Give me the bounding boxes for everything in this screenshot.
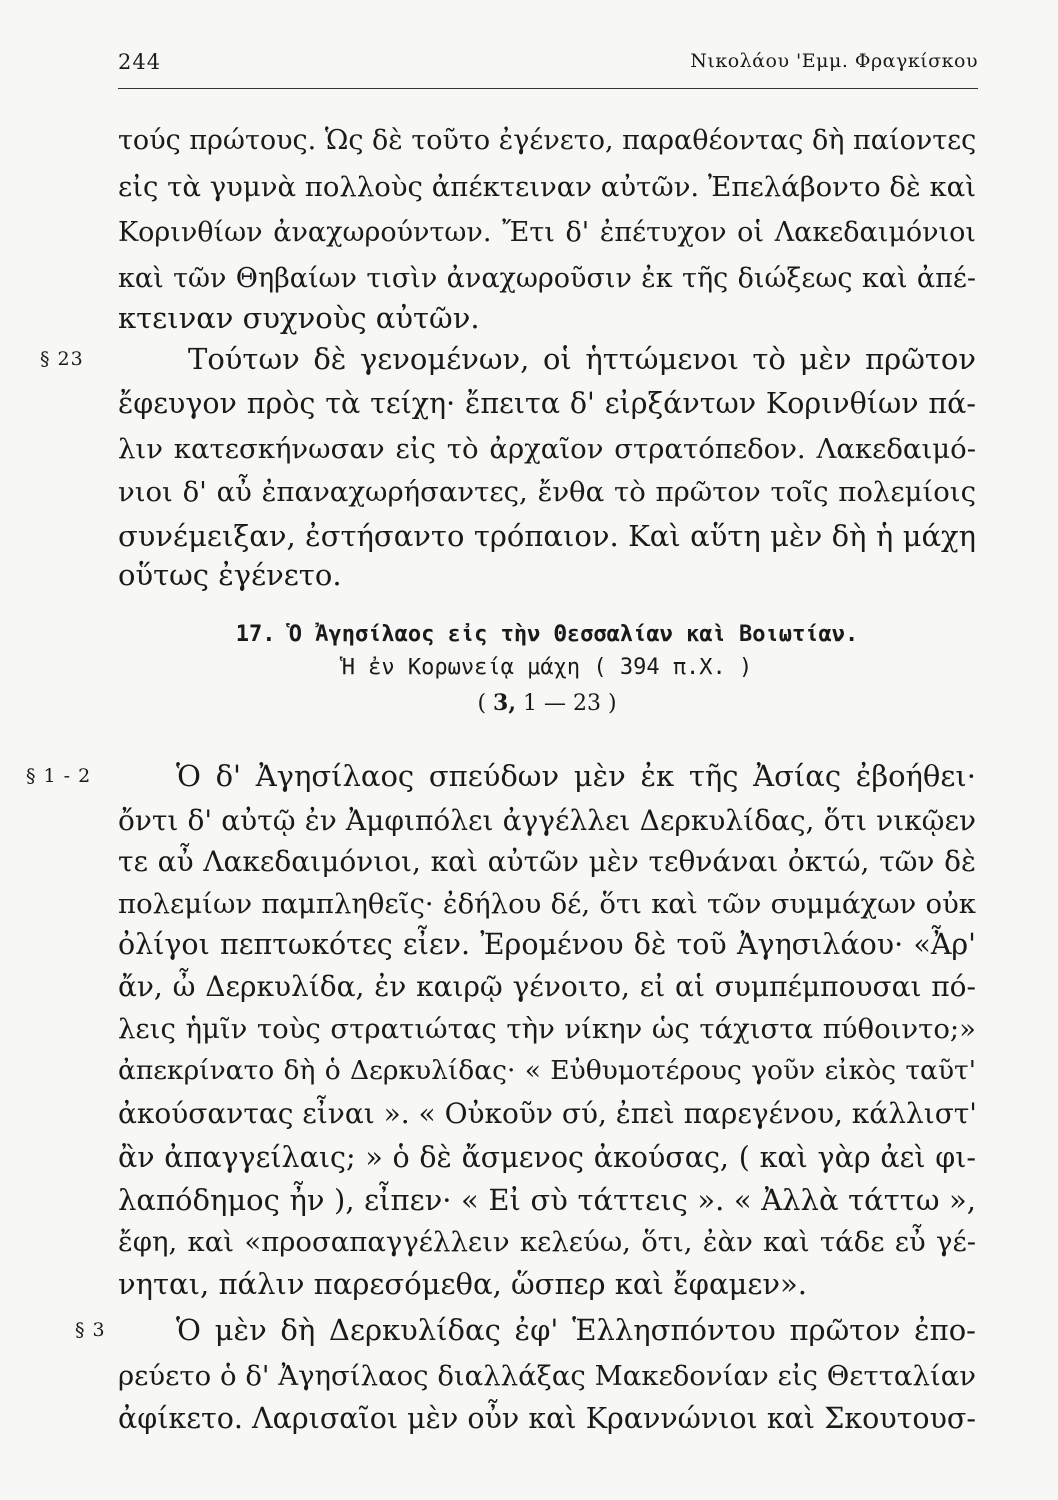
text-line: ἔφευγον πρὸς τὰ τείχη· ἔπειτα δ' εἰρξάντων Κορινθίων πά- [118, 387, 976, 420]
text-line: Κορινθίων ἀναχωρούντων. Ἔτι δ' ἐπέτυχον οἱ Λακεδαιμόνιοι [118, 217, 976, 248]
text-line: λεις ἡμῖν τοὺς στρατιώτας τὴν νίκην ὡς τάχιστα πύθοιντο;» [118, 1013, 976, 1045]
reference-open: ( [477, 691, 487, 716]
text-line: ἔφη, καὶ «προσαπαγγέλλειν κελεύω, ὅτι, ἐὰν καὶ τάδε εὖ γέ- [118, 1226, 976, 1258]
section-reference [118, 690, 976, 716]
text-line: ἀπεκρίνατο δὴ ὁ Δερκυλίδας· « Εὐθυμοτέρους γοῦν εἰκὸς ταῦτ' [118, 1055, 976, 1086]
paragraph-marker: § 23 [40, 348, 84, 370]
text-line: ἂν ἀπαγγείλαις; » ὁ δὲ ἄσμενος ἀκούσας, ( καὶ γὰρ ἀεὶ φι- [118, 1141, 976, 1174]
paragraph-marker: § 1 - 2 [26, 765, 92, 787]
section-subtitle: Ἡ ἐν Κορωνείᾳ μάχη ( 394 π.Χ. ) [341, 655, 753, 680]
text-line: ὄντι δ' αὐτῷ ἐν Ἀμφιπόλει ἀγγέλλει Δερκυλίδας, ὅτι νικῷεν [118, 804, 976, 837]
text-line: κτειναν συχνοὺς αὐτῶν. [118, 301, 480, 335]
text-line: συνέμειξαν, ἐστήσαντο τρόπαιον. Καὶ αὕτη μὲν δὴ ἡ μάχη [118, 519, 976, 553]
paragraph-marker: § 3 [75, 1319, 106, 1341]
text-line: τούς πρώτους. Ὡς δὲ τοῦτο ἐγένετο, παραθέοντας δὴ παίοντες [118, 125, 977, 156]
text-line: ρεύετο ὁ δ' Ἀγησίλαος διαλλάξας Μακεδονίαν εἰς Θετταλίαν [118, 1360, 976, 1392]
reference-book: 3, [493, 690, 516, 716]
running-head-author: Νικολάου 'Εμμ. Φραγκίσκου [690, 50, 978, 72]
text-line: πολεμίων παμπληθεῖς· ἐδήλου δέ, ὅτι καὶ τῶν συμμάχων οὐκ [118, 888, 976, 920]
text-line: Τούτων δὲ γενομένων, οἱ ἡττώμενοι τὸ μὲν πρῶτον [188, 342, 976, 376]
section-title: 17. Ὁ Ἀγησίλαος εἰς τὴν Θεσσαλίαν καὶ Βοιωτίαν. [235, 622, 859, 647]
text-line: ὀλίγοι πεπτωκότες εἶεν. Ἐρομένου δὲ τοῦ Ἀγησιλάου· «Ἆρ' [118, 928, 976, 961]
text-line: νιοι δ' αὖ ἐπαναχωρήσαντες, ἔνθα τὸ πρῶτον τοῖς πολεμίοις [118, 476, 976, 508]
header-rule [118, 88, 978, 89]
text-line: ἀκούσαντας εἶναι ». « Οὐκοῦν σύ, ἐπεὶ παρεγένου, κάλλιστ' [118, 1097, 977, 1130]
text-line: λαπόδημος ἦν ), εἶπεν· « Εἰ σὺ τάττεις ». « Ἀλλὰ τάττω », [118, 1183, 976, 1217]
text-line: τε αὖ Λακεδαιμόνιοι, καὶ αὐτῶν μὲν τεθνάναι ὀκτώ, τῶν δὲ [118, 845, 976, 878]
text-line: Ὁ μὲν δὴ Δερκυλίδας ἐφ' Ἑλλησπόντου πρῶτον ἐπο- [176, 1313, 976, 1347]
running-head [118, 50, 978, 84]
text-line: λιν κατεσκήνωσαν εἰς τὸ ἀρχαῖον στρατόπεδον. Λακεδαιμό- [118, 433, 976, 465]
page-number: 244 [118, 50, 162, 74]
text-line: νηται, πάλιν παρεσόμεθα, ὥσπερ καὶ ἔφαμεν». [118, 1267, 808, 1301]
text-line: οὕτως ἐγένετο. [118, 558, 342, 592]
text-line: καὶ τῶν Θηβαίων τισὶν ἀναχωροῦσιν ἐκ τῆς διώξεως καὶ ἀπέ- [118, 263, 976, 294]
reference-range: 1 — 23 ) [523, 691, 617, 716]
text-line: ἄν, ὦ Δερκυλίδα, ἐν καιρῷ γένοιτο, εἰ αἱ συμπέμπουσαι πό- [118, 970, 976, 1003]
text-line: ἀφίκετο. Λαρισαῖοι μὲν οὖν καὶ Κραννώνιοι καὶ Σκουτουσ- [118, 1402, 976, 1435]
text-line: εἰς τὰ γυμνὰ πολλοὺς ἀπέκτειναν αὐτῶν. Ἐπελάβοντο δὲ καὶ [118, 171, 976, 203]
text-line: Ὁ δ' Ἀγησίλαος σπεύδων μὲν ἐκ τῆς Ἀσίας ἐβοήθει· [176, 759, 976, 793]
